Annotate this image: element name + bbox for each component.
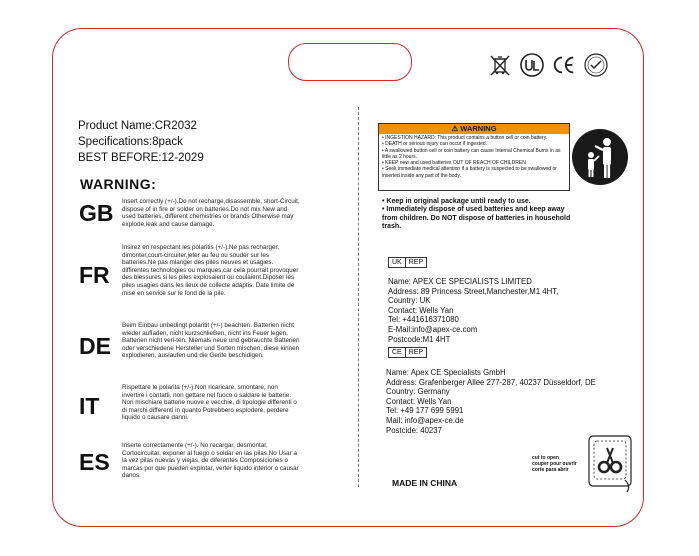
lang-code-gb: GB <box>79 200 114 226</box>
uk-rep-label <box>388 257 427 268</box>
cut-line: couper pour ouvrir <box>532 461 577 467</box>
hazard-line: • DEATH or serious injury can occur if ingested. <box>382 141 488 148</box>
cut-line: corte para abrir <box>532 467 569 473</box>
ce-rep-label-a: CE <box>389 348 406 357</box>
address-line: Postcode:M1 4HT <box>388 334 451 344</box>
bullet-keep-package: • Keep in original package until ready to use. <box>382 198 531 205</box>
ce-rep-address <box>386 368 596 435</box>
ce-mark-icon <box>551 52 577 78</box>
hazard-line: • A swallowed button cell or coin battery can cause Internal Chemical Burns in as little as 2 hours. <box>382 147 561 160</box>
address-line: Tel: +441616371080 <box>388 315 459 325</box>
cut-line: cut to open <box>532 455 559 461</box>
address-line: Name: APEX CE SPECIALISTS LIMITED <box>388 277 532 286</box>
lang-text-gb: Insert correctly (+/-).Do not recharge,disassemble, short-Circuit, dispose of in fire or solder on batteries.Do not mix New and used batteries, different chemistries or brands Otherwise may explode,leak and cause damage. <box>122 198 300 228</box>
uk-rep-label-b: REP <box>408 259 424 266</box>
lang-text-de: Beim Einbau unbedingt polaritit (+/-) beachten. Batterien nicht wieder aufladen, nicht kurzschlieBen, nicht ins Feuer legen, Batterien nicht veri-ten. Niemals neue und gebrauchte Batterien oder verschiedene Hersteller und Sorten mischen, diese kinnen explodieren, auslaufen und die Gerite beschidigen. <box>122 322 300 360</box>
keep-away-children-icon <box>571 128 629 191</box>
lang-text-fr: Insirez en respectant les polaritis (+/-).Ne pas recharger, dimonter,court-circuiter,jeter au feu ou souder sur les batteries.Ne pas mlanger des piles neuves et usagies. diffirentes technologies ou marques,car cela pourrait provoquer des blessures si les piles explosaient ou coulaient.Diposer les piles usagies dans les lieux de collecte adaptis. Date limite de mise en service sur le fond de la pile. <box>122 244 299 297</box>
ul-mark-icon <box>519 52 545 78</box>
quality-seal-icon <box>583 52 609 78</box>
address-line: Contact: Wells Yan <box>386 396 452 406</box>
made-in-label: MADE IN CHINA <box>392 478 458 488</box>
address-line: Country: UK <box>388 296 431 306</box>
lang-text-es: Inserte correctamente (+/-). No recargar, desmontar, Cortocircuitar, exponer al fuego o soldar en las pilas.No Usar a la vez pilas nuevas y viejas, de diferentes Composiciones o marcas por que pueden explotar, verter liquido interior o causar danos. <box>122 442 299 480</box>
hazard-body <box>379 134 569 180</box>
center-divider <box>358 107 359 487</box>
lang-code-fr: FR <box>79 262 110 288</box>
address-line: Postcide: 40237 <box>386 425 442 435</box>
crossed-bin-icon <box>487 52 513 78</box>
scissors-cut-icon <box>585 434 635 499</box>
hazard-header: ⚠ WARNING <box>379 124 569 134</box>
product-specs: Specifications:8pack <box>78 136 183 148</box>
lang-code-de: DE <box>79 333 111 359</box>
ce-rep-label-b: REP <box>408 349 424 356</box>
hazard-line: • Seek immediate medical attention if a battery is suspected to be swallowed or inserted inside any part of the body. <box>382 166 557 179</box>
hazard-line: • INGESTION HAZARD: This product contains a button cell or coin battery. <box>382 135 548 141</box>
address-line: Address: 89 Princess Street,Manchester,M1 4HT, <box>388 286 559 296</box>
hang-hole <box>288 43 412 81</box>
hazard-line: • KEEP new and used batteries OUT OF REACH OF CHILDREN <box>382 160 526 167</box>
best-before: BEST BEFORE:12-2029 <box>78 152 204 164</box>
lang-code-es: ES <box>79 449 110 475</box>
product-name: Product Name:CR2032 <box>78 120 197 132</box>
lang-text-it: Rispettare le polarita (+/-).Non ricaricare, smontare, non invertire i contatti, non gettare nel fuoco o saldare le batterie. Non mischiare batterie nuove e vecchie, di tipologie differenti o di marchi differenti in quanto Potrebbero esplodere, perdere liquido o causare danni. <box>122 384 297 422</box>
hazard-title: WARNING <box>460 124 497 133</box>
certification-icons <box>487 52 609 78</box>
warning-title: WARNING: <box>80 176 157 192</box>
address-line: Name: Apex CE Specialists GmbH <box>386 368 506 377</box>
address-line: Country: Germany <box>386 387 450 397</box>
address-line: Address: Grafenberger Allee 277-287, 40237 Düsseldorf, DE <box>386 377 596 387</box>
address-line: Contact: Wells Yan <box>388 305 454 315</box>
uk-rep-label-a: UK <box>389 258 406 267</box>
lang-code-it: IT <box>79 393 100 419</box>
address-line: Tel: +49 177 699 5991 <box>386 406 464 416</box>
bullet-dispose: • Immediately dispose of used batteries and keep away from children. Do NOT dispose of batteries in household trash. <box>382 206 571 231</box>
cut-instructions <box>532 455 577 473</box>
address-line: Mail: info@apex-ce.de <box>386 415 464 425</box>
address-line: E-Mail:info@apex-ce.com <box>388 324 478 334</box>
ingestion-hazard-box <box>378 123 570 191</box>
uk-rep-address <box>388 277 558 344</box>
ce-rep-label <box>388 347 427 358</box>
